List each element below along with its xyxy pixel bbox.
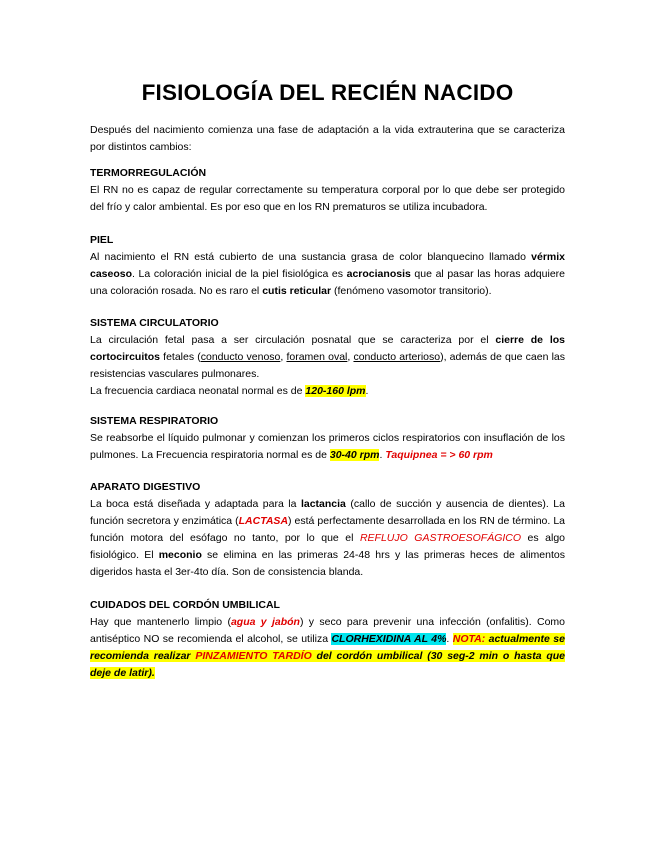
term-conducto-arterioso: conducto arterioso bbox=[353, 351, 441, 363]
section-text: La boca está diseñada y adaptada para la lactancia (callo de succión y ausencia de dientes). La función secretora y enzimática (LACTASA) está perfectamente desarrollada en los RN de término. La función motora del esófago no tanto, por lo que el REFLUJO GASTROESOFÁGICO es algo fisiológico. El meconio se elimina en las primeras 24-48 hrs y las primeras heces de alimentos digeridos hasta el 3er-4to día. Son de consistencia blanda. bbox=[90, 498, 566, 578]
fc-highlight: 120-160 lpm bbox=[305, 385, 366, 397]
section-heading: SISTEMA RESPIRATORIO bbox=[90, 415, 219, 427]
section-text: Al nacimiento el RN está cubierto de una sustancia grasa de color blanquecino llamado vérmix caseoso. La coloración inicial de la piel fisiológica es acrocianosis que al pasar las horas adquiere una coloración rosada. No es raro el cutis reticular (fenómeno vasomotor transitorio). bbox=[90, 251, 565, 297]
intro-paragraph: Después del nacimiento comienza una fase de adaptación a la vida extrauterina que se caracteriza por distintos cambios: bbox=[90, 124, 565, 153]
section-cordon bbox=[90, 597, 565, 682]
section-text: La circulación fetal pasa a ser circulación posnatal que se caracteriza por el cierre de los cortocircuitos fetales (conducto venoso, foramen oval, conducto arterioso), además de que caen las resistencias vasculares pulmonares. bbox=[90, 334, 565, 380]
fr-highlight: 30-40 rpm bbox=[329, 449, 380, 461]
term-acrocianosis: acrocianosis bbox=[346, 268, 411, 280]
term-cortocircuitos: cierre de los cortocircuitos bbox=[90, 334, 565, 363]
section-text: Se reabsorbe el líquido pulmonar y comienzan los primeros ciclos respiratorios con insuflación de los pulmones. La Frecuencia respiratoria normal es de 30-40 rpm. Taquipnea = > 60 rpm bbox=[90, 432, 565, 461]
term-vermix: vérmix caseoso bbox=[90, 251, 565, 280]
section-termorregulacion bbox=[90, 165, 565, 216]
section-text: Hay que mantenerlo limpio (agua y jabón) y seco para prevenir una infección (onfalitis). Como antiséptico NO se recomienda el alcohol, se utiliza CLORHEXIDINA AL 4%. NOTA: actualmente se recomienda realizar PINZAMIENTO TARDÍO del cordón umbilical (30 seg-2 min o hasta que deje de latir). bbox=[90, 616, 565, 679]
term-foramen-oval: foramen oval bbox=[286, 351, 348, 363]
section-respiratorio bbox=[90, 413, 565, 464]
taquipnea-note: Taquipnea = > 60 rpm bbox=[385, 449, 493, 461]
nota-highlight: NOTA: actualmente se recomienda realizar PINZAMIENTO TARDÍO del cordón umbilical (30 seg-2 min o hasta que deje de latir). bbox=[90, 633, 565, 679]
page-title: FISIOLOGÍA DEL RECIÉN NACIDO bbox=[141, 80, 514, 105]
section-text: El RN no es capaz de regular correctamente su temperatura corporal por lo que debe ser protegido del frío y calor ambiental. Es por eso que en los RN prematuros se utiliza incubadora. bbox=[90, 184, 565, 213]
term-lactancia: lactancia bbox=[300, 498, 346, 510]
section-heading: PIEL bbox=[90, 234, 114, 246]
term-pinzamiento: PINZAMIENTO TARDÍO bbox=[195, 650, 312, 662]
section-digestivo bbox=[90, 479, 565, 581]
section-heading: APARATO DIGESTIVO bbox=[90, 481, 201, 493]
section-circulatorio bbox=[90, 315, 565, 400]
term-reflujo: REFLUJO GASTROESOFÁGICO bbox=[359, 532, 522, 544]
clorhexidina-highlight: CLORHEXIDINA AL 4% bbox=[331, 633, 447, 645]
term-agua-jabon: agua y jabón bbox=[230, 616, 300, 628]
fc-line: La frecuencia cardiaca neonatal normal es de 120-160 lpm. bbox=[90, 385, 369, 397]
term-lactasa: LACTASA bbox=[238, 515, 289, 527]
term-conducto-venoso: conducto venoso bbox=[200, 351, 281, 363]
nota-label: NOTA: bbox=[452, 633, 486, 645]
section-heading: CUIDADOS DEL CORDÓN UMBILICAL bbox=[90, 599, 280, 611]
term-meconio: meconio bbox=[158, 549, 202, 561]
section-heading: TERMORREGULACIÓN bbox=[90, 167, 207, 179]
section-heading: SISTEMA CIRCULATORIO bbox=[90, 317, 219, 329]
term-cutis: cutis reticular bbox=[262, 285, 332, 297]
section-piel bbox=[90, 232, 565, 300]
